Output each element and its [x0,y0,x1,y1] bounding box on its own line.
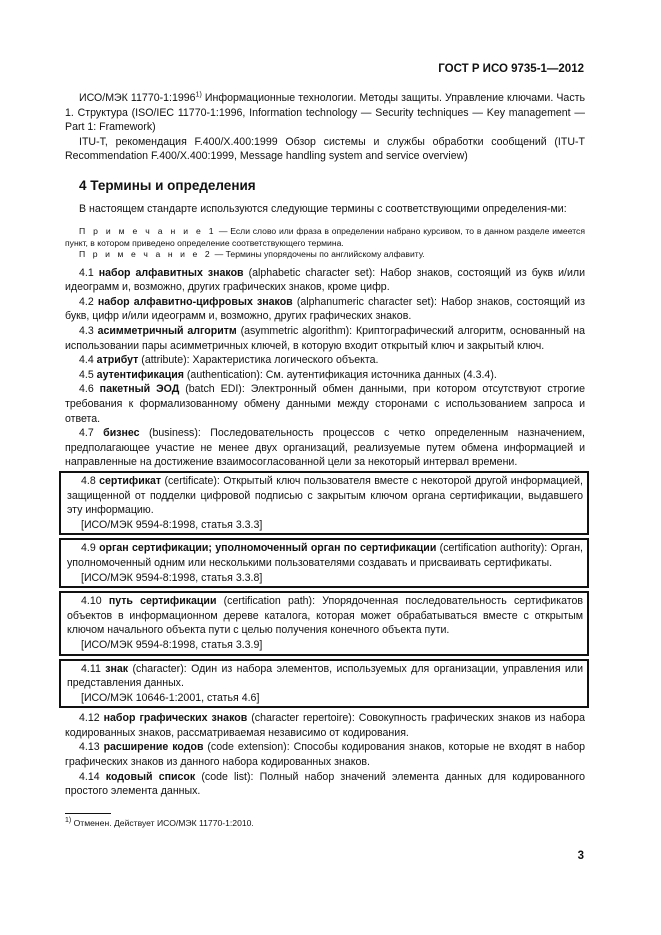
term-definition: (asymmetric algorithm): Криптографический алгоритм, основанный на использовании пары асимметричных ключей, в которую входит открытый ключ и закрытый ключ. [65,325,586,352]
term-entry [67,662,583,691]
term-name: набор алфавитных знаков [98,266,244,279]
term-name: аутентификация [96,368,184,381]
term-entry [65,426,585,470]
term-entry [65,266,585,295]
term-definition: (alphanumeric character set): Набор знаков, состоящий из букв, цифр и/или идеограмм и, возможно, других графических знаков. [65,295,585,323]
term-name: набор алфавитно-цифровых знаков [97,295,293,308]
reference-itu-t: ITU-T, рекомендация F.400/X.400:1999 Обзор системы и службы обработки сообщений (ITU-T Recommendation F.400/X.400:1999, Message handling system and service overview) [65,135,585,163]
term-number: 4.2 [79,295,98,308]
term-name: бизнес [103,427,140,440]
term-name: асимметричный алгоритм [97,325,237,338]
term-number: 4.6 [79,383,100,396]
section-title: 4 Термины и определения [79,177,256,193]
term-entry [65,770,585,799]
boxed-term [59,538,589,588]
term-entry [67,541,583,570]
terms-list-continued [65,711,585,799]
reference-iso-11770 [65,91,585,135]
footnote-divider [65,813,111,814]
term-number: 4.3 [79,325,98,338]
term-entry [65,711,585,740]
footnote [65,818,254,828]
term-number: 4.1 [79,266,99,279]
note-label: П р и м е ч а н и е 2 [79,249,213,260]
term-definition: (business): Последовательность процессов с четко определенным назначением, предполагающее участие не менее двух организаций, реализуемые путем обмена информацией и направленные на достижение взаимосогласованной цели за некоторый интервал времени. [65,427,585,469]
boxed-term [59,659,589,709]
page-content [65,91,585,799]
term-name: знак [105,662,129,675]
footnote-marker: 1) [65,817,72,825]
term-definition: (certification path): Упорядоченная последовательность сертификатов объектов в информационном дереве каталога, которая может обрабатываться вместе с открытым ключом начального объекта пути с целью получения конечного объекта пути. [67,595,583,637]
term-entry [67,594,583,638]
term-name: кодовый список [105,770,196,783]
boxed-term [59,471,589,535]
note-text: — Если слово или фраза в определении набрано курсивом, то в данном разделе имеется пункт, в котором приведено определение соответствующего термина. [65,226,585,248]
term-number: 4.8 [81,474,100,487]
term-entry [65,324,585,353]
terms-list [65,266,585,470]
note-1 [65,226,585,249]
reference-text: ИСО/МЭК 11770-1:1996 [79,92,196,104]
term-entry [65,295,585,324]
note-2 [65,249,585,261]
term-entry [65,382,585,426]
term-definition: (batch EDI): Электронный обмен данными, при котором отсутствуют строгие требования к формализованному обмену данными между сторонами с использованием запроса и ответа. [65,383,585,425]
term-name: набор графических знаков [103,712,248,725]
term-definition: (certification authority): Орган, уполномоченный одним или несколькими пользователями создавать и присваивать сертификаты. [67,542,583,569]
term-definition: (attribute): Характеристика логического объекта. [138,354,379,367]
term-number: 4.13 [79,741,104,754]
document-header: ГОСТ Р ИСО 9735-1—2012 [438,63,584,75]
term-number: 4.12 [79,712,104,725]
footnote-marker: 1) [195,91,202,99]
term-number: 4.10 [81,595,109,608]
term-number: 4.9 [81,542,100,555]
term-name: сертификат [99,474,162,487]
term-name: орган сертификации; уполномоченный орган по сертификации [99,542,437,555]
term-number: 4.11 [81,662,106,675]
term-definition: (character): Один из набора элементов, используемых для организации, управления или представления данных. [67,662,583,690]
term-number: 4.14 [79,770,106,783]
section-intro: В настоящем стандарте используются следующие термины с соответствующими определения-ми: [79,202,567,215]
term-number: 4.5 [79,368,97,381]
reference-text-cont: Информационные технологии. Методы защиты. Управление ключами. Часть 1. Структура (ISO/IEC 11770-1:1996, Information technology — Security techniques — Key management — Part 1: Framework) [65,92,585,134]
term-definition: (certificate): Открытый ключ пользователя вместе с некоторой другой информацией, защищенной от подделки цифровой подписью с закрытым ключом органа сертификации, выдавшего эту информацию. [67,474,583,517]
term-definition: (code list): Полный набор значений элемента данных для кодированного простого элемента данных. [65,770,586,798]
term-number: 4.4 [79,354,97,367]
term-entry [65,740,585,769]
note-label: П р и м е ч а н и е 1 [79,226,217,237]
boxed-term [59,591,589,655]
term-source-ref: [ИСО/МЭК 9594-8:1998, статья 3.3.9] [81,638,263,651]
term-name: атрибут [96,354,139,367]
term-definition: (code extension): Способы кодирования знаков, которые не входят в набор графических знаков из данного набора кодированных знаков. [65,741,586,769]
term-definition: (authentication): См. аутентификация источника данных (4.3.4). [183,368,497,381]
term-definition: (alphabetic character set): Набор знаков, состоящий из букв и/или идеограмм и, возможно, других графических знаков, кроме цифр. [65,266,585,294]
term-source-ref: [ИСО/МЭК 9594-8:1998, статья 3.3.8] [81,571,263,584]
term-entry [65,353,585,368]
term-name: путь сертификации [108,595,217,608]
term-definition: (character repertoire): Совокупность графических знаков из набора кодированных знаков, рассматриваемая независимо от кодирования. [65,712,585,739]
term-entry [67,474,583,518]
footnote-text: Отменен. Действует ИСО/МЭК 11770-1:2010. [71,818,254,828]
term-entry [65,368,585,383]
term-source-ref: [ИСО/МЭК 9594-8:1998, статья 3.3.3] [81,518,263,531]
term-source-ref: [ИСО/МЭК 10646-1:2001, статья 4.6] [81,691,260,704]
term-number: 4.7 [79,427,104,440]
page-number: 3 [577,850,584,862]
term-name: пакетный ЭОД [99,383,180,396]
term-name: расширение кодов [103,741,204,754]
note-text: — Термины упорядочены по английскому алфавиту. [212,249,425,260]
